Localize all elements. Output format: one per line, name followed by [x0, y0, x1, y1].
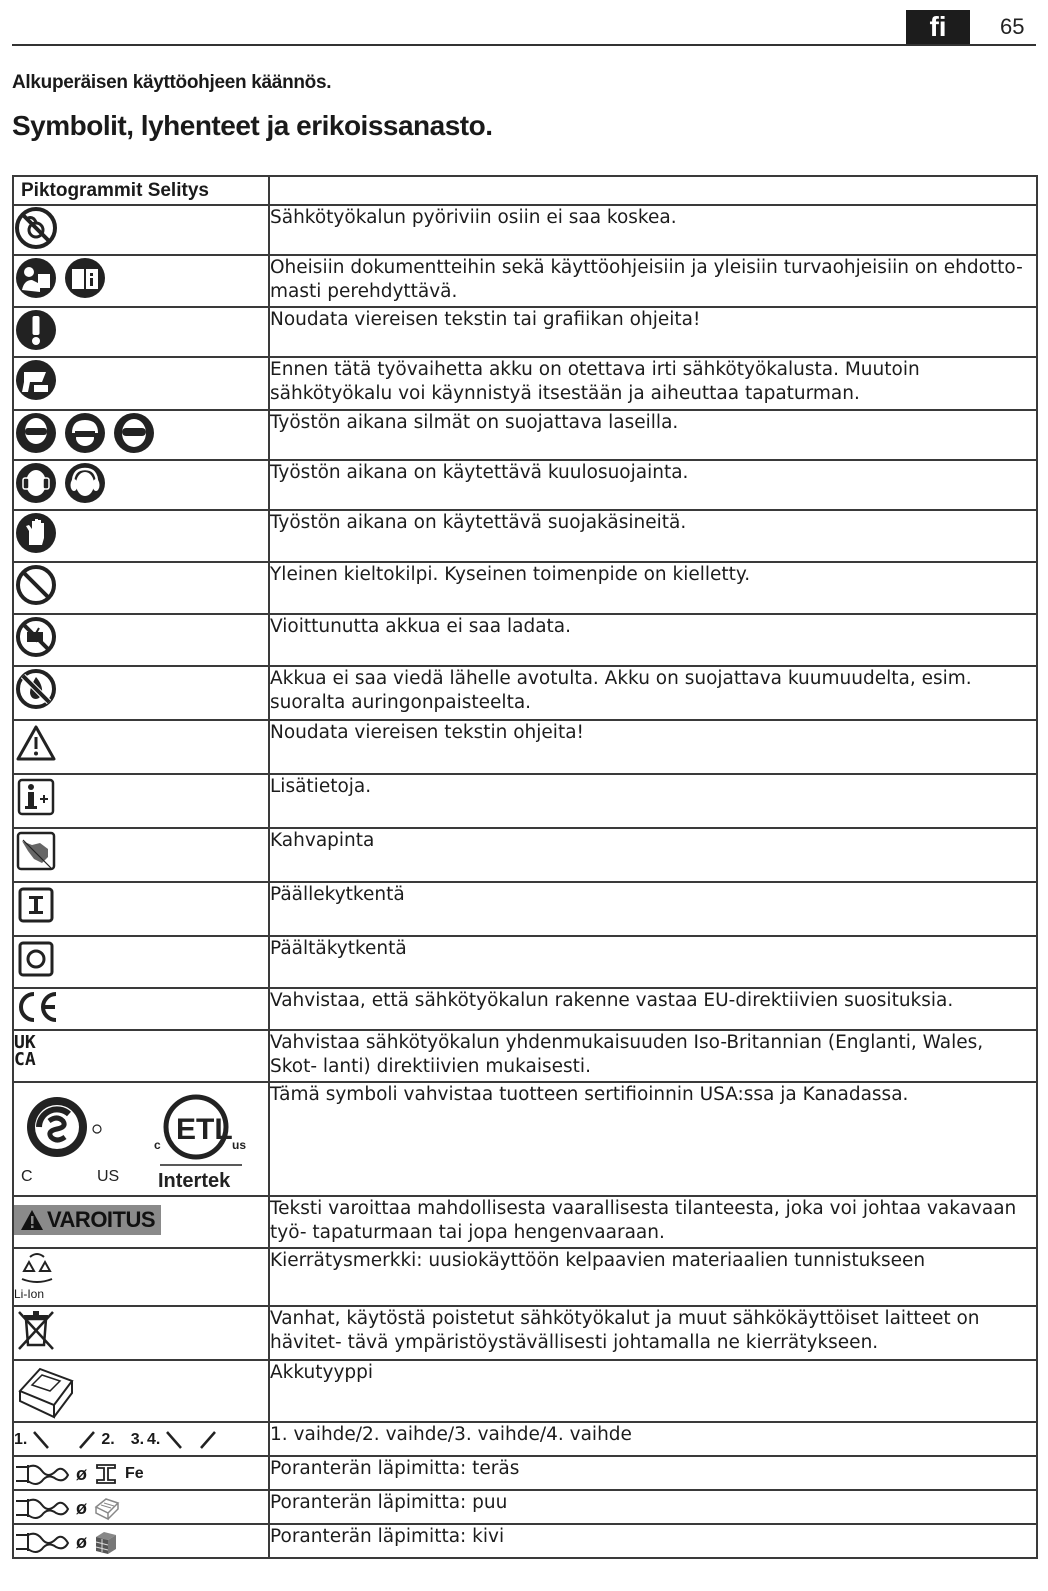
gear-2-bit-icon — [76, 1429, 98, 1451]
row-text: Akkua ei saa viedä lähelle avotulta. Akku on suojattava kuumuudelta, esim. suoralta auringonpaisteelta. — [269, 666, 1037, 720]
table-row — [13, 882, 1037, 936]
intertek-text: Intertek — [158, 1170, 231, 1192]
document-subtitle: Alkuperäisen käyttöohjeen käännös. — [12, 72, 332, 93]
safety-glasses-icon — [14, 411, 58, 455]
table-row — [13, 1456, 1037, 1490]
no-touching-rotating-parts-icon — [14, 206, 58, 250]
brick-icon — [93, 1529, 119, 1555]
table-row — [13, 460, 1037, 510]
table-row — [13, 720, 1037, 774]
ukca-bottom-text: CA — [14, 1049, 36, 1070]
row-text: Yleinen kieltokilpi. Kyseinen toimenpide on kielletty. — [269, 562, 1037, 614]
csa-mark-icon — [19, 1089, 129, 1189]
table-row — [13, 307, 1037, 357]
ukca-mark-icon — [14, 1031, 268, 1068]
row-text: Poranterän läpimitta: teräs — [269, 1456, 1037, 1490]
row-text: Päältäkytkentä — [269, 936, 1037, 988]
drill-diameter-stone-icon — [14, 1529, 268, 1555]
table-row — [13, 828, 1037, 882]
table-row — [13, 1490, 1037, 1524]
ear-protection-icon — [14, 461, 58, 505]
row-text: Kierrätysmerkki: uusiokäyttöön kelpaavien materiaalien tunnistukseen — [269, 1248, 1037, 1306]
gear-4-text: 4. — [147, 1431, 161, 1448]
row-text: Sähkötyökalun pyöriviin osiin ei saa koskea. — [269, 205, 1037, 255]
row-text: Vahvistaa, että sähkötyökalun rakenne vastaa EU-direktiivien suosituksia. — [269, 988, 1037, 1030]
wood-icon — [93, 1495, 121, 1521]
drill-diameter-steel-icon — [14, 1461, 268, 1487]
row-text: Tämä symboli vahvistaa tuotteen sertifioinnin USA:ssa ja Kanadassa. — [269, 1082, 1037, 1196]
gear-1-bit-icon — [30, 1429, 52, 1451]
row-text: Lisätietoja. — [269, 774, 1037, 828]
row-text: Vioittunutta akkua ei saa ladata. — [269, 614, 1037, 666]
recycling-arrows-icon — [14, 1249, 60, 1287]
row-text: Poranterän läpimitta: puu — [269, 1490, 1037, 1524]
row-text: Ennen tätä työvaihetta akku on otettava irti sähkötyökalusta. Muutoin sähkötyökalu voi käynnistyä itsestään ja aiheuttaa tapaturman. — [269, 357, 1037, 410]
etl-us-text: us — [232, 1138, 247, 1152]
li-ion-text: Li-Ion — [14, 1287, 45, 1301]
table-row — [13, 1248, 1037, 1306]
table-row — [13, 936, 1037, 988]
table-row — [13, 410, 1037, 460]
row-text: Teksti varoittaa mahdollisesta vaarallisesta tilanteesta, joka voi johtaa vakavaan työ- tapaturmaan tai jopa hengenvaaraan. — [269, 1196, 1037, 1248]
row-text: Työstön aikana on käytettävä suojakäsineitä. — [269, 510, 1037, 562]
gear-2-text: 2. — [101, 1431, 115, 1448]
drill-bit-icon — [14, 1529, 70, 1555]
table-row — [13, 1524, 1037, 1558]
row-text: Kahvapinta — [269, 828, 1037, 882]
table-row — [13, 1306, 1037, 1360]
drill-bit-icon — [14, 1461, 70, 1487]
csa-us-text: US — [97, 1168, 120, 1185]
svg-text:ETL: ETL — [176, 1113, 233, 1146]
drill-bit-icon — [14, 1495, 70, 1521]
row-text: Poranterän läpimitta: kivi — [269, 1524, 1037, 1558]
prohibition-icon — [14, 563, 58, 607]
ce-mark-icon — [14, 989, 62, 1025]
table-row — [13, 1422, 1037, 1456]
row-text: Vanhat, käytöstä poistetut sähkötyökalut ja muut sähkökäyttöiset laitteet on hävitet- tävä ympäristöystävällisesti johtamalla ne kierrätykseen. — [269, 1306, 1037, 1360]
gear-speed-icon — [14, 1429, 268, 1451]
crossed-bin-icon — [14, 1307, 58, 1353]
gear-4-bit-icon — [197, 1429, 219, 1451]
diameter-symbol: ø — [76, 1497, 87, 1518]
symbols-table — [12, 175, 1038, 1559]
warning-triangle-icon — [14, 721, 58, 765]
no-open-flame-icon — [14, 667, 58, 711]
no-charging-damaged-battery-icon — [14, 615, 58, 659]
battery-pack-icon — [14, 1361, 76, 1419]
drill-diameter-wood-icon — [14, 1495, 268, 1521]
table-col-header-empty — [269, 176, 1037, 205]
page-number: 65 — [1000, 14, 1025, 39]
fe-text: Fe — [125, 1465, 144, 1482]
table-row — [13, 205, 1037, 255]
row-text: Noudata viereisen tekstin ohjeita! — [269, 720, 1037, 774]
goggles-icon — [112, 411, 156, 455]
varoitus-label-icon — [14, 1205, 161, 1235]
table-row — [13, 666, 1037, 720]
row-text: Työstön aikana silmät on suojattava laseilla. — [269, 410, 1037, 460]
info-plus-icon — [14, 775, 58, 819]
header-rule — [12, 44, 1036, 46]
grip-surface-icon — [14, 829, 58, 873]
diameter-symbol: ø — [76, 1531, 87, 1552]
gear-3-text: 3. — [130, 1431, 145, 1448]
table-row — [13, 614, 1037, 666]
row-text: 1. vaihde/2. vaihde/3. vaihde/4. vaihde — [269, 1422, 1037, 1456]
row-text: Noudata viereisen tekstin tai grafiikan ohjeita! — [269, 307, 1037, 357]
table-row — [13, 1082, 1037, 1196]
etl-c-text: c — [154, 1138, 161, 1152]
csa-c-text: C — [21, 1168, 33, 1185]
table-row — [13, 562, 1037, 614]
warning-triangle-small-icon — [20, 1209, 44, 1231]
table-header-row — [13, 176, 1037, 205]
row-text: Oheisiin dokumentteihin sekä käyttöohjeisiin ja yleisiin turvaohjeisiin on ehdotto- masti perehdyttävä. — [269, 255, 1037, 307]
table-row — [13, 774, 1037, 828]
row-text: Työstön aikana on käytettävä kuulosuojainta. — [269, 460, 1037, 510]
ear-muffs-icon — [63, 461, 107, 505]
gear-1-text: 1. — [14, 1431, 28, 1448]
face-shield-icon — [63, 411, 107, 455]
varoitus-text: VAROITUS — [47, 1207, 156, 1232]
table-row — [13, 255, 1037, 307]
row-text: Akkutyyppi — [269, 1360, 1037, 1422]
row-text: Vahvistaa sähkötyökalun yhdenmukaisuuden Iso-Britannian (Englanti, Wales, Skot- lanti) direktiivien mukaisesti. — [269, 1030, 1037, 1082]
li-ion-recycling-icon — [14, 1249, 60, 1300]
table-col-header: Piktogrammit Selitys — [13, 176, 269, 205]
remove-battery-icon — [14, 358, 58, 402]
mandatory-exclamation-icon — [14, 308, 58, 352]
table-row — [13, 988, 1037, 1030]
power-on-icon — [14, 883, 58, 927]
etl-intertek-mark-icon — [152, 1089, 252, 1193]
power-off-icon — [14, 937, 58, 981]
table-row — [13, 1360, 1037, 1422]
table-row — [13, 357, 1037, 410]
manual-book-icon — [63, 256, 107, 300]
table-row — [13, 1196, 1037, 1248]
steel-beam-icon — [93, 1461, 119, 1487]
gear-3-bit-icon — [163, 1429, 185, 1451]
protective-gloves-icon — [14, 511, 58, 555]
ukca-top-text: UK — [14, 1032, 36, 1053]
table-row — [13, 1030, 1037, 1082]
table-row — [13, 510, 1037, 562]
diameter-symbol: ø — [76, 1463, 87, 1484]
row-text: Päällekytkentä — [269, 882, 1037, 936]
read-manual-icon — [14, 256, 58, 300]
language-tab: fi — [906, 10, 970, 44]
section-title: Symbolit, lyhenteet ja erikoissanasto. — [12, 110, 493, 141]
